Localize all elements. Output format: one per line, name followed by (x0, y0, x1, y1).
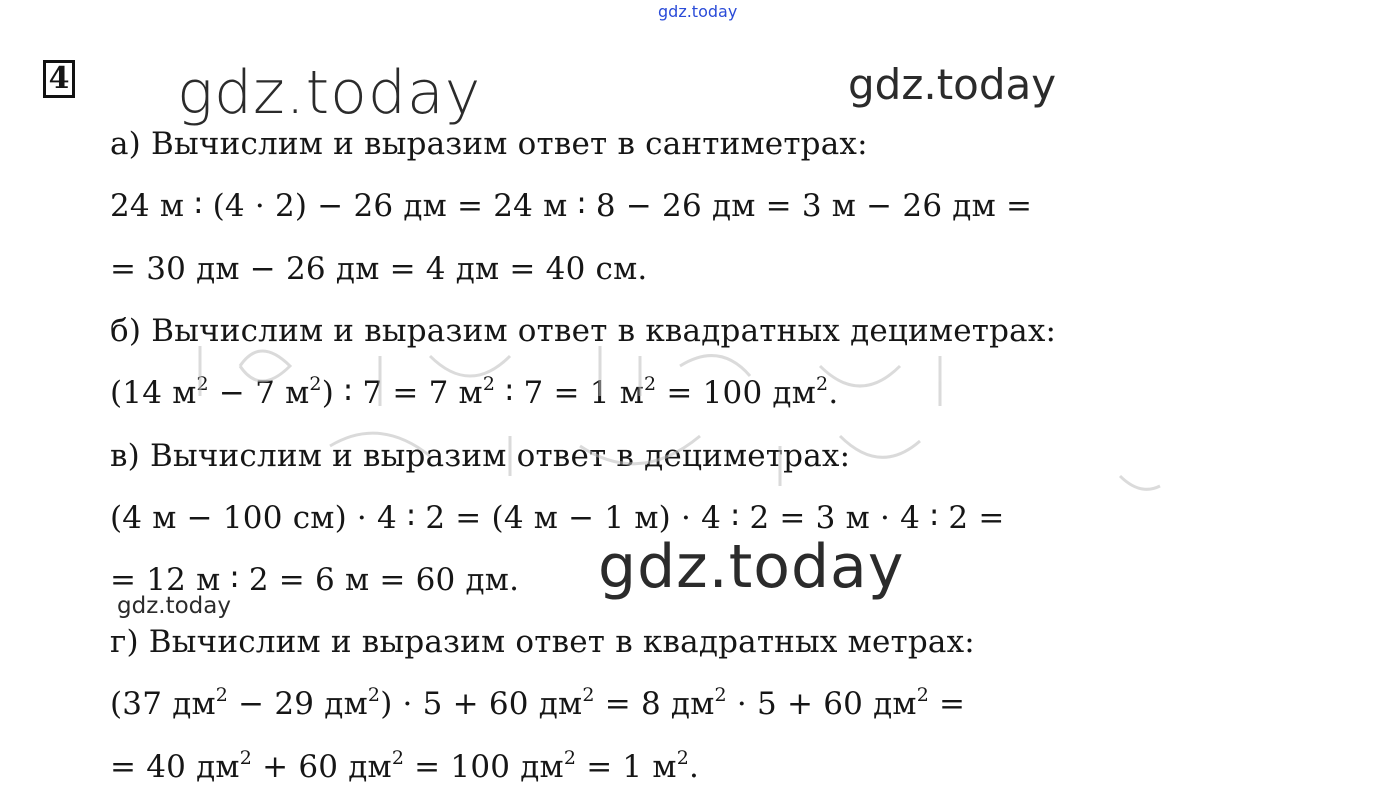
text-segment: = 100 дм (656, 375, 817, 411)
superscript-exponent: 2 (367, 684, 381, 706)
text-segment: + 60 дм (252, 749, 392, 785)
text-segment: − 7 м (208, 375, 310, 411)
text-segment: б) Вычислим и выразим ответ в квадратных дециметрах: (110, 313, 1057, 349)
text-segment: = 8 дм (594, 686, 715, 722)
faded-watermark-overlay (180, 336, 1180, 496)
superscript-exponent: 2 (196, 373, 209, 395)
watermark-small: gdz.today (117, 593, 231, 619)
text-segment: г) Вычислим и выразим ответ в квадратных метрах: (110, 624, 975, 660)
superscript-exponent: 2 (582, 684, 595, 706)
text-segment: . (689, 749, 700, 785)
text-segment: = 40 дм (110, 749, 240, 785)
task-number-badge: 4 (43, 60, 75, 98)
text-segment: а) Вычислим и выразим ответ в сантиметрах: (110, 126, 868, 162)
text-segment: 24 м ∶ (4 · 2) − 26 дм = 24 м ∶ 8 − 26 дм = 3 м − 26 дм = (110, 188, 1033, 224)
superscript-exponent: 2 (391, 747, 405, 769)
superscript-exponent: 2 (714, 684, 727, 706)
superscript-exponent: 2 (563, 747, 577, 769)
solution-line-a-2 (110, 249, 647, 289)
superscript-exponent: 2 (816, 373, 829, 395)
superscript-exponent: 2 (916, 684, 929, 706)
text-segment: (37 дм (110, 686, 216, 722)
text-segment: ∶ 7 = 1 м (495, 375, 645, 411)
superscript-exponent: 2 (239, 747, 253, 769)
text-segment: = (929, 686, 966, 722)
solution-line-g-1 (110, 684, 965, 724)
watermark-top: gdz.today (658, 2, 738, 21)
watermark-large-1: gdz.today (177, 58, 482, 128)
superscript-exponent: 2 (676, 747, 690, 769)
text-segment: в) Вычислим и выразим ответ в дециметрах: (110, 438, 851, 474)
text-segment: · 5 + 60 дм (726, 686, 917, 722)
text-segment: = 30 дм − 26 дм = 4 дм = 40 см. (110, 251, 648, 287)
solution-line-g-2 (110, 747, 699, 787)
text-segment: − 29 дм (228, 686, 368, 722)
text-segment: = 1 м (576, 749, 677, 785)
solution-line-a-1 (110, 186, 1032, 226)
text-segment: = 100 дм (404, 749, 564, 785)
text-segment: ) · 5 + 60 дм (380, 686, 583, 722)
text-segment: . (828, 375, 839, 411)
solution-line-a-heading (110, 124, 868, 164)
watermark-large-2: gdz.today (598, 532, 905, 602)
superscript-exponent: 2 (644, 373, 657, 395)
superscript-exponent: 2 (215, 684, 229, 706)
superscript-exponent: 2 (482, 373, 496, 395)
watermark-medium: gdz.today (848, 60, 1057, 109)
text-segment: = 12 м ∶ 2 = 6 м = 60 дм. (110, 562, 520, 598)
text-segment: (4 м − 100 см) · 4 ∶ 2 = (4 м − 1 м) · 4 ∶ 2 = 3 м · 4 ∶ 2 = (110, 500, 1005, 536)
text-segment: ) ∶ 7 = 7 м (321, 375, 483, 411)
text-segment: (14 м (110, 375, 197, 411)
superscript-exponent: 2 (309, 373, 322, 395)
solution-line-g-heading (110, 622, 975, 662)
